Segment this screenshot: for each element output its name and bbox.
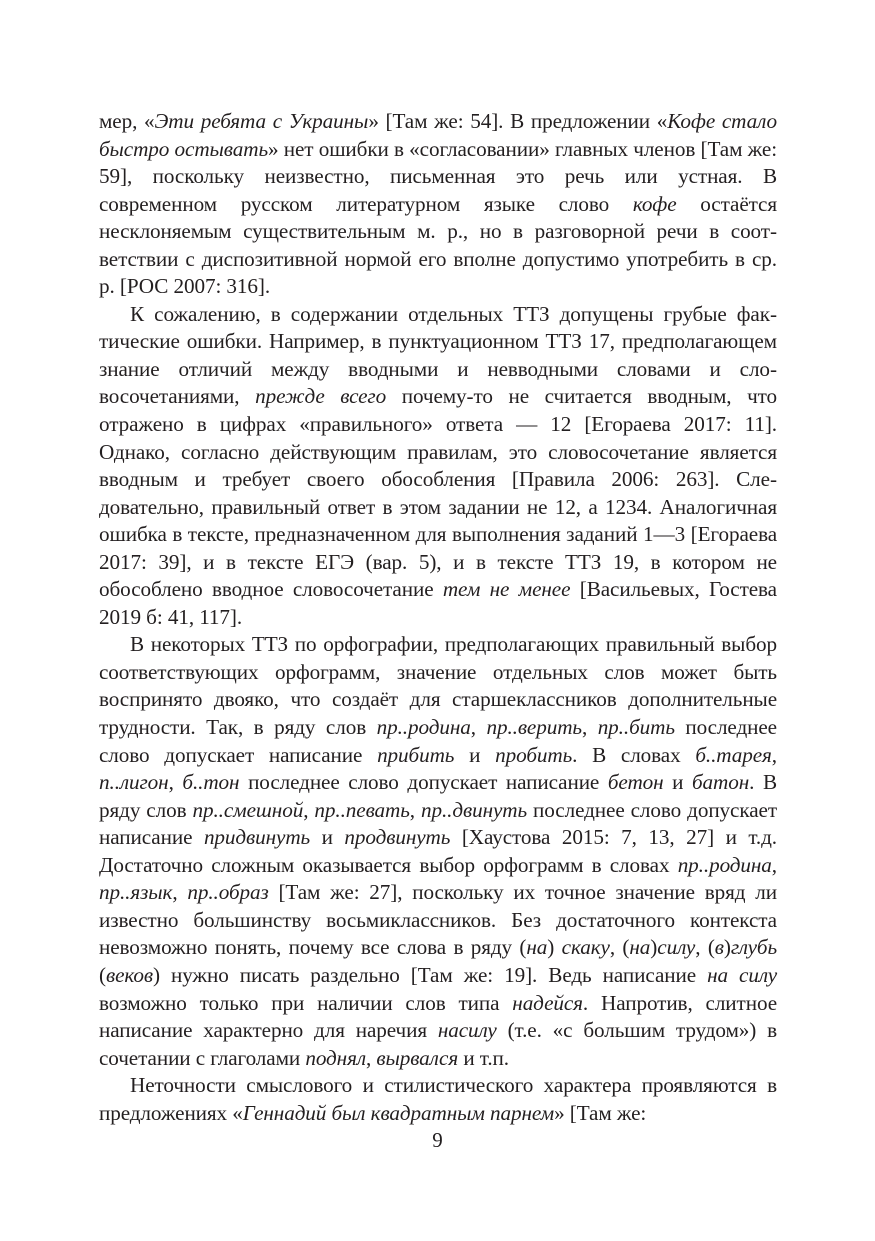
text-run: К сожалению, в содержании отдельных ТТЗ допущены грубые фактические ошибки. Например, в пунктуационном ТТЗ 17, предполагающем знание отличий между вводными и невводными словами и словосочетаниями, xyxy=(99,301,777,409)
italic-text: пр..смешной xyxy=(192,797,304,822)
page-body xyxy=(99,108,777,1127)
text-run: и xyxy=(454,742,496,767)
text-run: , xyxy=(581,715,598,740)
italic-text: насилу xyxy=(437,1018,497,1043)
italic-text: надейся xyxy=(512,990,583,1015)
italic-text: бетон xyxy=(607,770,664,795)
paragraph-1 xyxy=(99,108,777,301)
text-run: возможно только при наличии слов типа xyxy=(99,990,513,1015)
italic-text: пр..бить xyxy=(597,715,675,740)
text-run: почему-то не считается вводным, что отражено в цифрах «правильного» ответа — 12 [Егораева 2017: 11]. Однако, согласно действующим правилам, это словосочетание является вводным и требует своего обособления [Правила 2006: 263]. Следовательно, правильный ответ в этом задании не 12, а 1234. Аналогичная ошибка в тексте, предназначенном для выполнения заданий 1—3 [Егораева 2017: 39], и в тексте ЕГЭ (вар. 5), и в тексте ТТЗ 19, в котором не обособлено вводное словосочетание xyxy=(99,384,777,602)
text-run: и т.п. xyxy=(458,1045,509,1070)
text-run: [Хаустова 2015: 7, 13, 27] и т.д. Достаточно сложным оказывается выбор орфограмм в словах xyxy=(99,825,778,877)
text-run: . Напротив, слитное написание характерно для наречия xyxy=(99,990,777,1043)
paragraph-4 xyxy=(99,1072,777,1127)
text-run: [Там же: 27], поскольку их точное значение вряд ли известно большинству восьмиклассников. Без достаточного контекста невозможно понять, почему все слова в ряду ( xyxy=(99,880,777,960)
italic-text: на силу xyxy=(707,962,778,987)
text-run: , xyxy=(470,715,487,740)
text-run: Неточности смыслового и стилистического характера проявляются в предложениях « xyxy=(99,1073,777,1125)
text-run: последнее слово допускает написание xyxy=(99,797,777,850)
text-run: » [Там же: 54]. В предложении « xyxy=(368,109,668,133)
italic-text: тем не менее xyxy=(442,577,571,602)
italic-text: глубь xyxy=(730,935,778,960)
italic-text: пр..родина xyxy=(376,715,471,740)
italic-text: продвинуть xyxy=(344,825,451,850)
italic-text: пр..язык xyxy=(99,880,173,905)
italic-text: скаку xyxy=(561,935,610,960)
italic-text: прежде всего xyxy=(255,384,387,409)
text-run: последнее слово допускает написание xyxy=(239,770,608,795)
text-run: ) xyxy=(723,935,731,960)
italic-text: кофе xyxy=(632,191,677,216)
italic-text: пр..двинуть xyxy=(420,797,528,822)
text-run: ) нужно писать раздельно [Там же: 19]. Ведь написание xyxy=(152,962,708,987)
italic-text: веков xyxy=(105,962,153,987)
italic-text: поднял xyxy=(305,1045,366,1070)
text-run: , ( xyxy=(695,935,715,960)
italic-text: на xyxy=(526,935,548,960)
text-run: , xyxy=(365,1045,377,1070)
text-run: (т.е. «с большим трудом») в сочетании с глаголами xyxy=(99,1018,777,1070)
text-run: » [Там же: xyxy=(554,1100,647,1125)
text-run: ) xyxy=(547,935,562,960)
text-run: , xyxy=(771,742,777,767)
text-run: остаётся несклоняемым существительным м. р., но в разговорной речи в соответствии с диспозитивной нормой его вполне допустимо употребить в ср. р. [РОС 2007: 316]. xyxy=(99,191,777,299)
italic-text: придвинуть xyxy=(203,825,311,850)
text-run: мер, « xyxy=(99,109,155,133)
paragraph-3 xyxy=(99,631,777,1072)
paragraph-2 xyxy=(99,301,777,632)
italic-text: Эти ребята с Украины xyxy=(154,109,369,133)
page-number: 9 xyxy=(432,1128,443,1152)
text-run: . В ряду слов xyxy=(99,770,777,822)
text-run: , xyxy=(409,797,421,822)
text-run: . В словах xyxy=(572,742,696,767)
italic-text: пр..родина xyxy=(677,852,772,877)
italic-text: прибить xyxy=(377,742,455,767)
italic-text: б..тон xyxy=(182,770,240,795)
text-run: » нет ошибки в «согласовании» главных членов [Там же: 59], поскольку неизвестно, письменная это речь или устная. В современном русском литературном языке слово xyxy=(99,136,777,216)
italic-text: в xyxy=(714,935,724,960)
italic-text: вырвался xyxy=(376,1045,459,1070)
text-run: , xyxy=(771,852,777,877)
text-run: , xyxy=(303,797,315,822)
italic-text: пробить xyxy=(495,742,573,767)
italic-text: пр..верить xyxy=(486,715,582,740)
text-run: , xyxy=(172,880,188,905)
text-run: , xyxy=(168,770,183,795)
italic-text: пр..певать xyxy=(314,797,410,822)
italic-text: Кофе стало быстро остывать xyxy=(99,109,777,161)
italic-text: п..лигон xyxy=(99,770,169,795)
text-run: последнее слово допускает написание xyxy=(99,715,777,767)
italic-text: пр..образ xyxy=(187,880,269,905)
text-run: , ( xyxy=(609,935,630,960)
text-run: и xyxy=(310,825,345,850)
text-run: ( xyxy=(99,962,106,987)
italic-text: Геннадий был квадратным парнем xyxy=(242,1100,555,1125)
text-run: [Васильевых, Гостева 2019 б: 41, 117]. xyxy=(99,577,777,629)
text-run: ) xyxy=(650,935,658,960)
italic-text: б..тарея xyxy=(695,742,772,767)
text-run: и xyxy=(663,770,692,795)
italic-text: батон xyxy=(692,770,750,795)
italic-text: силу xyxy=(657,935,696,960)
text-run: В некоторых ТТЗ по орфографии, предполагающих правильный выбор соответствующих орфограмм, значение отдельных слов может быть воспринято двояко, что создаёт для старшеклассников дополнительные трудности. Так, в ряду слов xyxy=(99,632,777,740)
italic-text: на xyxy=(629,935,651,960)
